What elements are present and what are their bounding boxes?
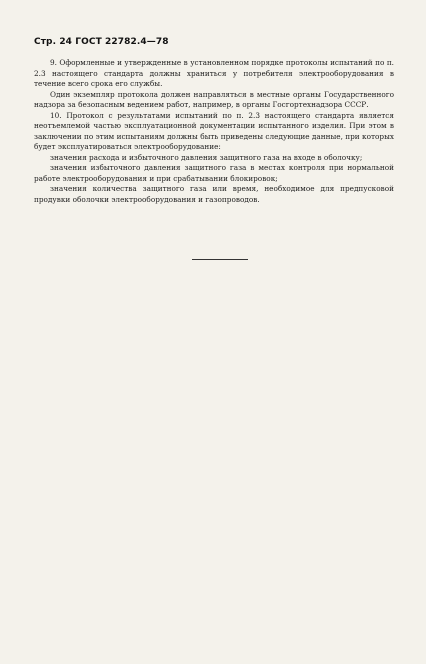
list-item-purge-amount: значения количества защитного газа или время, необходимое для предпусковой продувки оболочки электрооборудования и газопроводов. xyxy=(34,184,394,204)
paragraph-protocol-copy: Один экземпляр протокола должен направляться в местные органы Государственного надзора за безопасным ведением работ, например, в органы Госгортехнадзора СССР. xyxy=(34,89,394,109)
page-header xyxy=(34,37,169,47)
document-body xyxy=(34,58,394,205)
page-number-label: Стр. 24 xyxy=(34,37,73,47)
end-rule-divider xyxy=(192,259,248,260)
list-item-control-pressure: значения избыточного давления защитного газа в местах контроля при нормальной работе электрооборудования и при срабатывании блокировок; xyxy=(34,163,394,183)
list-item-flow-pressure: значения расхода и избыточного давления защитного газа на входе в оболочку; xyxy=(50,152,363,162)
standard-designation: ГОСТ 22782.4—78 xyxy=(75,37,169,47)
paragraph-10: 10. Протокол с результатами испытаний по п. 2.3 настоящего стандарта является неотъемлемой частью эксплуатационной документации испытанного изделия. При этом в заключении по этим испытаниям должны быть приведены следующие данные, при которых будет эксплуатироваться электрооборудование: xyxy=(34,110,394,151)
paragraph-9: 9. Оформленные и утвержденные в установленном порядке протоколы испытаний по п. 2.3 настоящего стандарта должны храниться у потребителя электрооборудования в течение всего срока его службы. xyxy=(34,58,394,88)
